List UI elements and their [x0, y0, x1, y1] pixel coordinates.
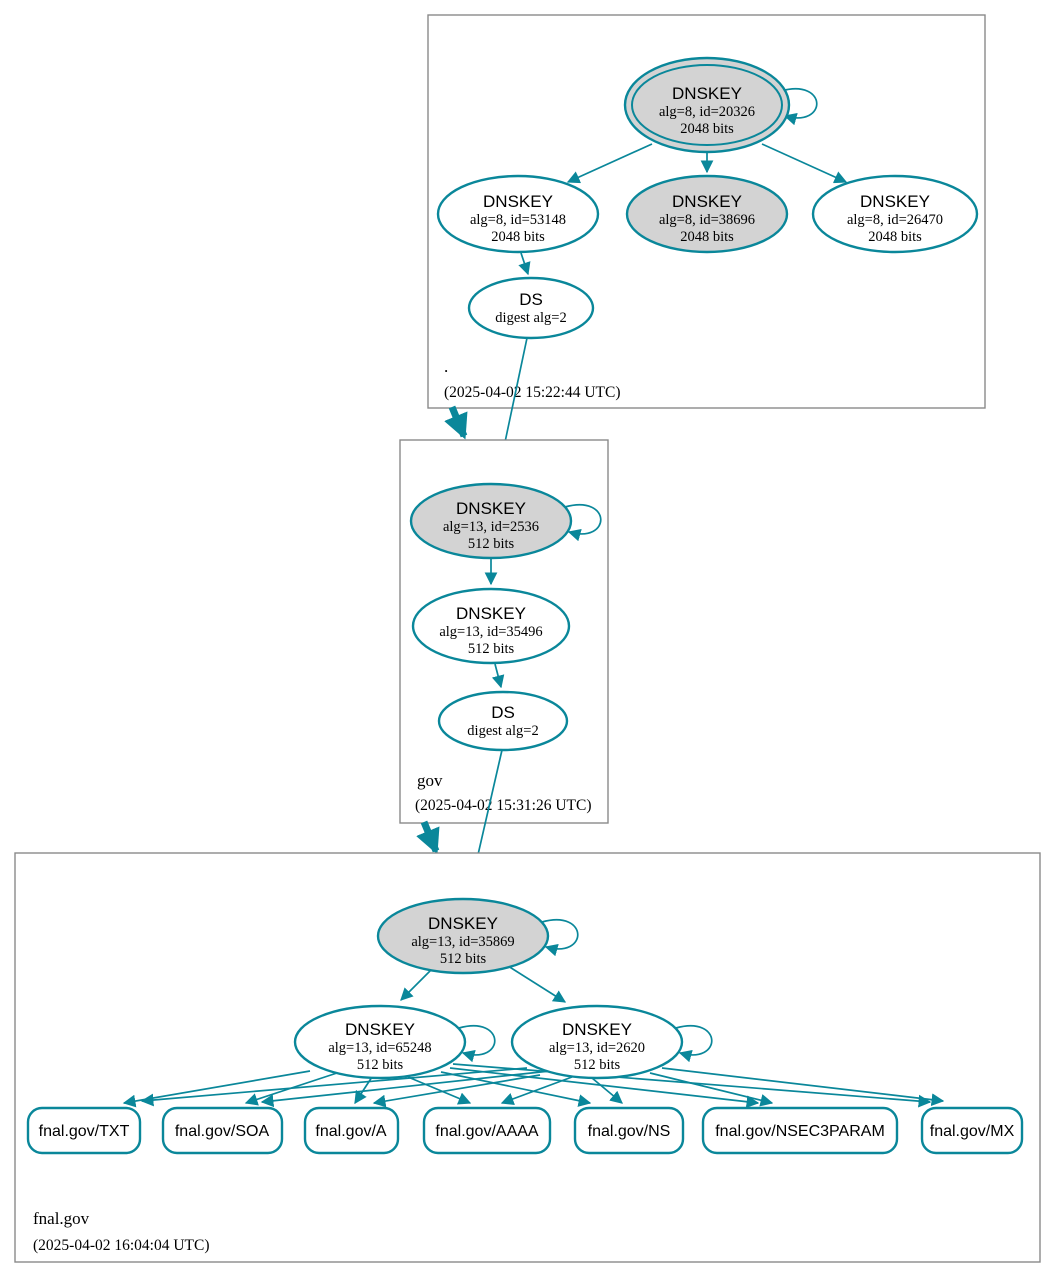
rrset-soa — [163, 1108, 282, 1153]
node-title: DNSKEY — [456, 604, 526, 623]
fnal-zsk-65248-node — [295, 1006, 465, 1078]
node-title: DNSKEY — [483, 192, 553, 211]
node-bits: 2048 bits — [491, 229, 545, 245]
rrset-aaaa — [424, 1108, 550, 1153]
node-bits: 512 bits — [356, 1057, 404, 1073]
node-bits: 512 bits — [573, 1057, 621, 1073]
node-title: DNSKEY — [562, 1020, 632, 1039]
root-zsk-26470-node — [813, 176, 977, 252]
root-to-gov-delegation-arrow — [452, 407, 464, 436]
rrset-label: fnal.gov/NS — [587, 1123, 671, 1140]
root-zsk-38696-node — [627, 176, 787, 252]
node-desc: alg=8, id=20326 — [658, 104, 756, 120]
gov-zone-timestamp: (2025-04-02 15:31:26 UTC) — [415, 797, 592, 814]
root-zone-timestamp: (2025-04-02 15:22:44 UTC) — [444, 384, 621, 401]
zone-gov — [400, 440, 608, 823]
rrset-label: fnal.gov/NSEC3PARAM — [715, 1123, 885, 1140]
node-desc: alg=13, id=2536 — [442, 519, 540, 535]
node-desc: alg=13, id=65248 — [328, 1040, 432, 1056]
root-zsk-53148-node — [438, 176, 598, 252]
fnal-zsk-2620-node — [512, 1006, 682, 1078]
node-title: DNSKEY — [672, 192, 742, 211]
node-desc: alg=8, id=38696 — [658, 212, 756, 228]
node-title: DNSKEY — [428, 914, 498, 933]
rrset-a — [305, 1108, 398, 1153]
rrset-mx — [922, 1108, 1022, 1153]
fnal-ksk-node — [378, 899, 548, 973]
rrset-label: fnal.gov/AAAA — [435, 1123, 539, 1140]
node-bits: 2048 bits — [680, 229, 734, 245]
rrset-label: fnal.gov/SOA — [174, 1123, 270, 1140]
rrset-ns — [575, 1108, 683, 1153]
fnal-zone-label: fnal.gov — [33, 1209, 90, 1228]
rrset-label: fnal.gov/MX — [929, 1123, 1015, 1140]
node-bits: 2048 bits — [680, 121, 734, 137]
fnal-zone-timestamp: (2025-04-02 16:04:04 UTC) — [33, 1237, 210, 1254]
node-bits: 2048 bits — [868, 229, 922, 245]
node-title: DS — [519, 290, 543, 309]
rrset-txt — [28, 1108, 140, 1153]
node-desc: digest alg=2 — [495, 310, 567, 326]
zone-fnal — [15, 853, 1040, 1262]
gov-ksk-node — [411, 484, 571, 558]
node-bits: 512 bits — [467, 536, 515, 552]
node-desc: alg=13, id=35869 — [411, 934, 515, 950]
node-desc: digest alg=2 — [467, 723, 539, 739]
root-ds-node — [469, 278, 593, 338]
root-zone-label: . — [444, 357, 449, 376]
node-title: DNSKEY — [345, 1020, 415, 1039]
rrset-label: fnal.gov/TXT — [38, 1123, 130, 1140]
node-desc: alg=8, id=26470 — [846, 212, 944, 228]
node-bits: 512 bits — [439, 951, 487, 967]
node-desc: alg=8, id=53148 — [469, 212, 567, 228]
node-desc: alg=13, id=35496 — [439, 624, 543, 640]
node-bits: 512 bits — [467, 641, 515, 657]
gov-to-fnal-delegation-arrow — [424, 822, 436, 851]
node-title: DS — [491, 703, 515, 722]
rrset-nsec3param — [703, 1108, 897, 1153]
node-title: DNSKEY — [456, 499, 526, 518]
node-desc: alg=13, id=2620 — [548, 1040, 646, 1056]
rrset-label: fnal.gov/A — [315, 1123, 387, 1140]
node-title: DNSKEY — [672, 84, 742, 103]
node-title: DNSKEY — [860, 192, 930, 211]
zone-root — [428, 15, 985, 408]
gov-zsk-node — [413, 589, 569, 663]
root-ksk-node — [625, 58, 789, 152]
gov-ds-node — [439, 692, 567, 750]
gov-zone-label: gov — [417, 771, 443, 790]
